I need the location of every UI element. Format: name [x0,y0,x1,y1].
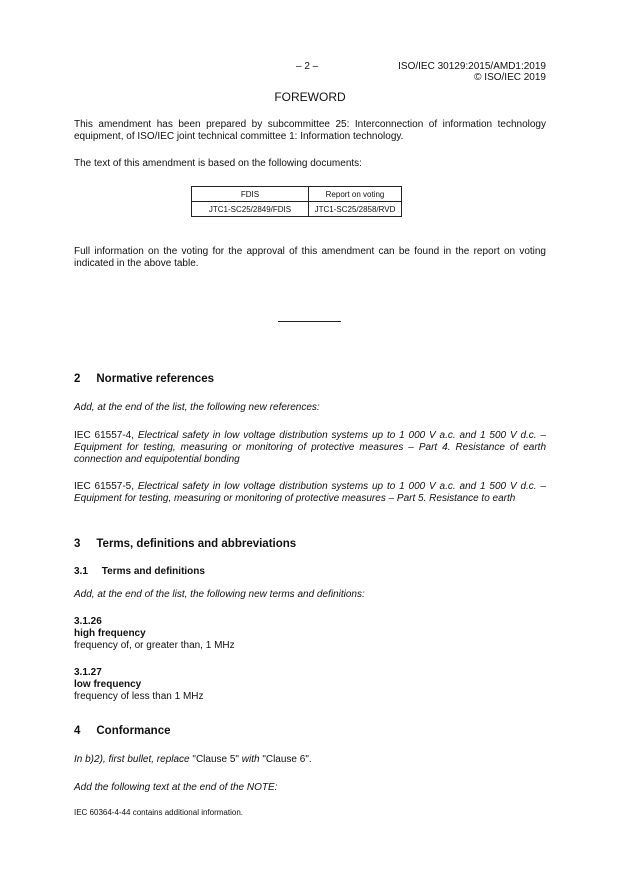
reference-id: IEC 61557-4, [74,430,138,441]
section-4-instruction-2: Add the following text at the end of the NOTE: [74,782,278,793]
reference-title: Electrical safety in low voltage distribution systems up to 1 000 V a.c. and 1 500 V d.c. – Equipment for testing, measuring or monitoring of protective measures – Part 4. Resistance of earth connection and equipotential bonding [74,430,546,465]
foreword-paragraph-2: The text of this amendment is based on the following documents: [74,158,362,169]
copyright: © ISO/IEC 2019 [474,72,546,83]
term-definition: frequency of, or greater than, 1 MHz [74,640,235,651]
quoted-text: "Clause 6". [262,754,312,765]
table-cell-rvd: JTC1-SC25/2858/RVD [309,202,402,217]
section-4-heading: 4 Conformance [74,725,171,737]
table-header-report: Report on voting [309,187,402,202]
table-header-fdis: FDIS [192,187,309,202]
foreword-paragraph-1: This amendment has been prepared by subcommittee 25: Interconnection of information technology equipment, of ISO/IEC joint technical committee 1: Information technology. [74,119,546,142]
separator-line [278,321,341,322]
term-name: low frequency [74,679,142,690]
section-2-heading: 2 Normative references [74,373,214,385]
foreword-paragraph-3: Full information on the voting for the approval of this amendment can be found in the report on voting indicated in the above table. [74,246,546,269]
table-cell-fdis: JTC1-SC25/2849/FDIS [192,202,309,217]
term-name: high frequency [74,628,146,639]
term-definition: frequency of less than 1 MHz [74,691,204,702]
reference-iec-61557-5 [74,481,546,505]
quoted-text: "Clause 5" [192,754,239,765]
documents-table [191,186,402,217]
reference-iec-61557-4 [74,430,546,466]
foreword-title: FOREWORD [274,90,346,104]
table-header-row [192,187,402,202]
section-2-instruction: Add, at the end of the list, the following new references: [74,402,320,413]
instruction-text: with [238,754,263,765]
table-row [192,202,402,217]
term-entry [74,667,204,703]
section-3-1-heading: 3.1 Terms and definitions [74,566,205,577]
term-entry [74,616,235,652]
term-number: 3.1.27 [74,667,102,678]
page-number: – 2 – [296,61,319,72]
section-4-instruction-1 [74,754,312,766]
document-id: ISO/IEC 30129:2015/AMD1:2019 [398,61,546,72]
instruction-text: In b)2), first bullet, replace [74,754,193,765]
reference-title: Electrical safety in low voltage distribution systems up to 1 000 V a.c. and 1 500 V d.c. – Equipment for testing, measuring or monitoring of protective measures – Part 5. Resistance to earth [74,481,546,504]
section-3-heading: 3 Terms, definitions and abbreviations [74,538,297,550]
note-text: IEC 60364-4-44 contains additional information. [74,808,243,817]
reference-id: IEC 61557-5, [74,481,138,492]
term-number: 3.1.26 [74,616,102,627]
section-3-instruction: Add, at the end of the list, the following new terms and definitions: [74,589,365,600]
